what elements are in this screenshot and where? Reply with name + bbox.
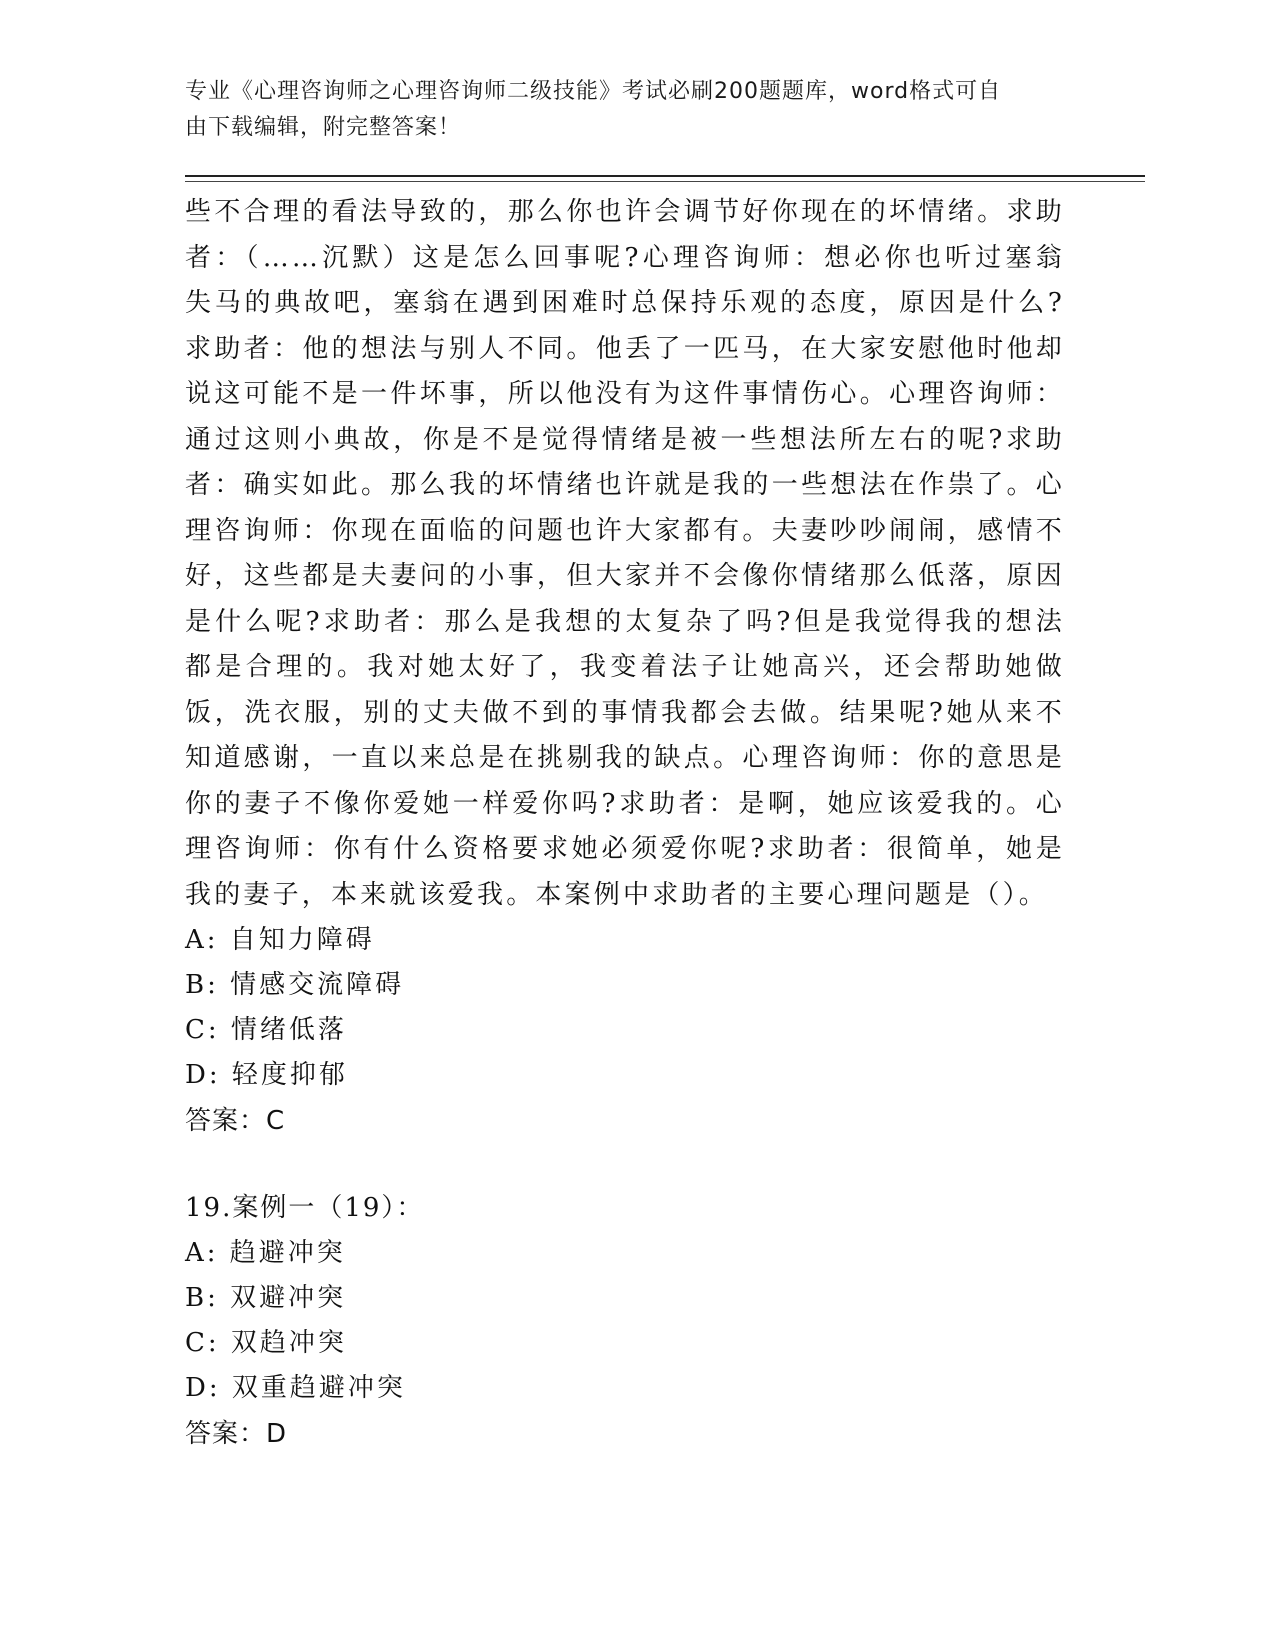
- question-title: 19.案例一（19）：: [185, 1193, 425, 1223]
- question-block-19: [185, 1186, 1065, 1457]
- header-line-2: 由下载编辑，附完整答案！: [185, 115, 462, 140]
- option-d: D: 双重趋避冲突: [185, 1373, 406, 1403]
- header-divider-thick: [185, 175, 1145, 177]
- option-a: A: 趋避冲突: [185, 1238, 346, 1268]
- option-c: C: 情绪低落: [185, 1015, 347, 1045]
- question-block-18: [185, 190, 1065, 1144]
- document-body: [185, 190, 1065, 1457]
- option-b: B: 情感交流障碍: [185, 970, 405, 1000]
- question-spacer: [185, 1144, 1065, 1186]
- answer-label: 答案：C: [185, 1106, 286, 1136]
- answer-label: 答案：D: [185, 1419, 288, 1449]
- option-a: A: 自知力障碍: [185, 925, 375, 955]
- option-c: C: 双趋冲突: [185, 1328, 347, 1358]
- option-d: D: 轻度抑郁: [185, 1060, 348, 1090]
- header-line-1: 专业《心理咨询师之心理咨询师二级技能》考试必刷200题题库，word格式可自: [185, 79, 1002, 104]
- option-b: B: 双避冲突: [185, 1283, 347, 1313]
- header-divider-thin: [185, 181, 1145, 182]
- document-header: [185, 74, 1065, 146]
- question-text: 些不合理的看法导致的，那么你也许会调节好你现在的坏情绪。求助者：（……沉默）这是怎么回事呢?心理咨询师：想必你也听过塞翁失马的典故吧，塞翁在遇到困难时总保持乐观的态度，原因是什么?求助者：他的想法与别人不同。他丢了一匹马，在大家安慰他时他却说这可能不是一件坏事，所以他没有为这件事情伤心。心理咨询师：通过这则小典故，你是不是觉得情绪是被一些想法所左右的呢?求助者：确实如此。那么我的坏情绪也许就是我的一些想法在作祟了。心理咨询师：你现在面临的问题也许大家都有。夫妻吵吵闹闹，感情不好，这些都是夫妻问的小事，但大家并不会像你情绪那么低落，原因是什么呢?求助者：那么是我想的太复杂了吗?但是我觉得我的想法都是合理的。我对她太好了，我变着法子让她高兴，还会帮助她做饭，洗衣服，别的丈夫做不到的事情我都会去做。结果呢?她从来不知道感谢，一直以来总是在挑剔我的缺点。心理咨询师：你的意思是你的妻子不像你爱她一样爱你吗?求助者：是啊，她应该爱我的。心理咨询师：你有什么资格要求她必须爱你呢?求助者：很简单，她是我的妻子，本来就该爱我。本案例中求助者的主要心理问题是（）。: [185, 197, 1065, 910]
